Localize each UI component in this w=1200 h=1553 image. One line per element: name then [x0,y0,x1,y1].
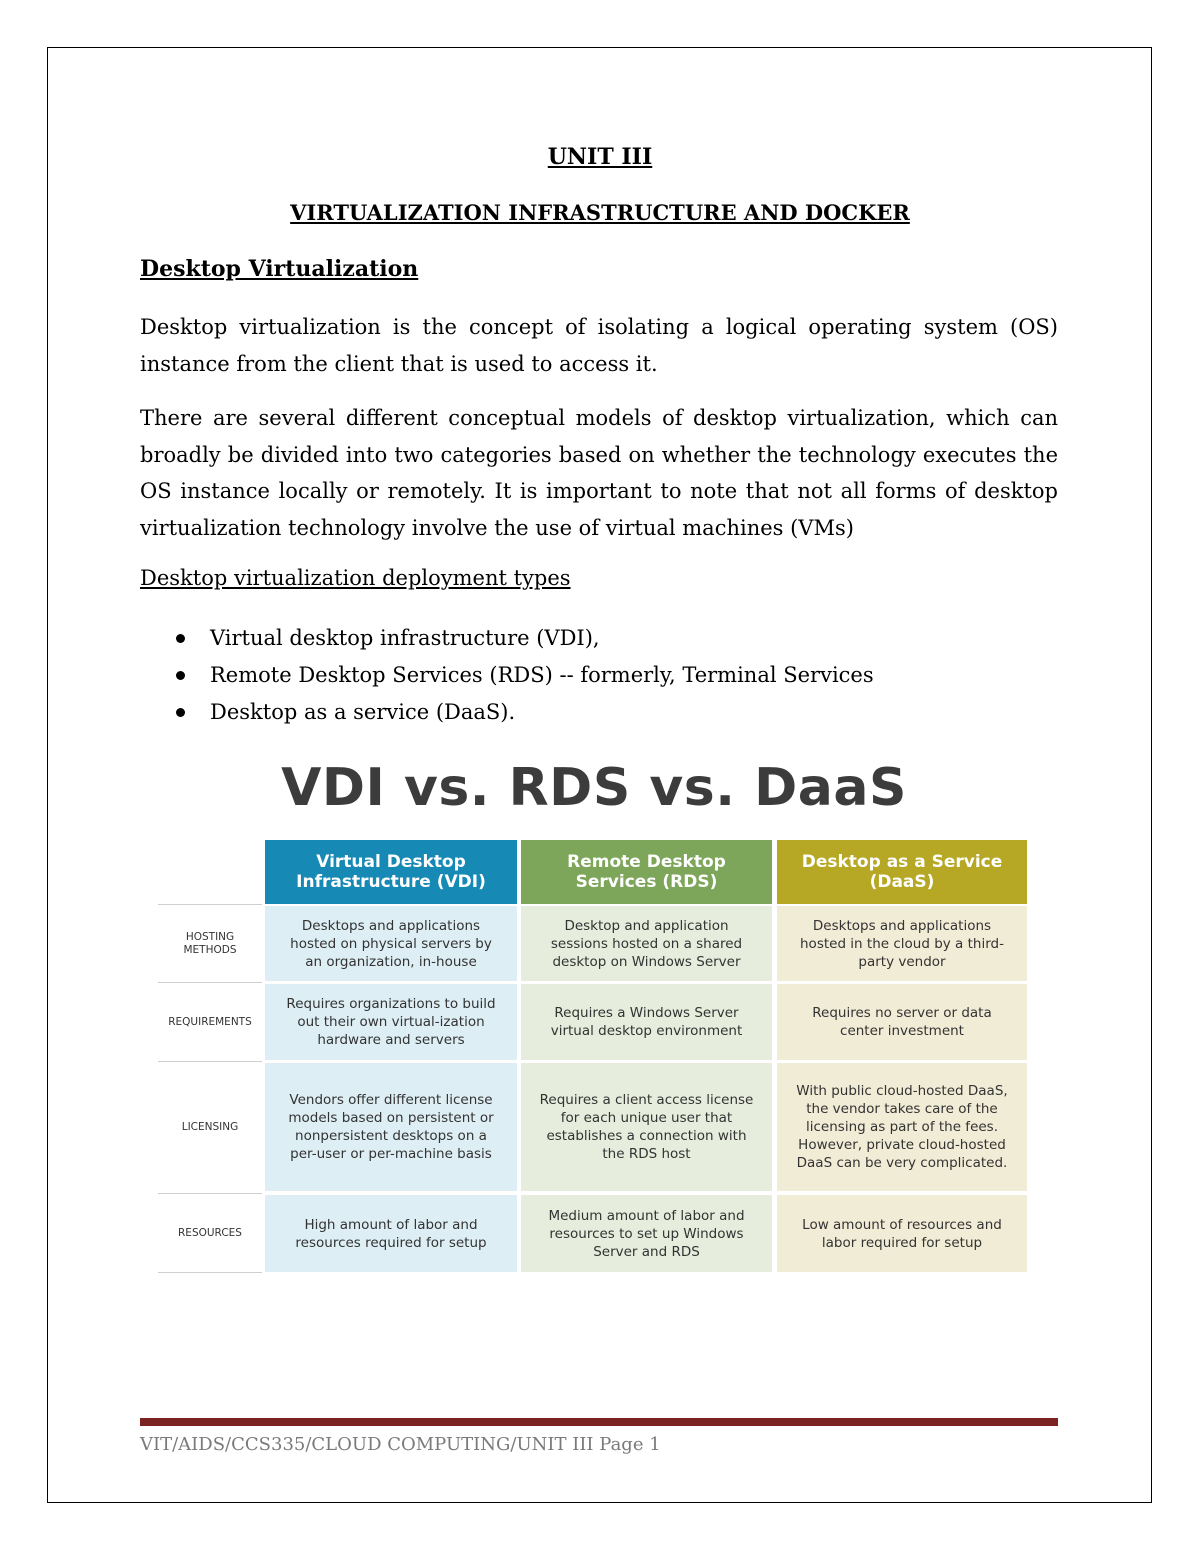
row-label-requirements: REQUIREMENTS [168,1015,252,1028]
row-divider [158,982,262,983]
cell-rds-licensing: Requires a client access license for each unique user that establishes a connection with the RDS host [521,1063,772,1191]
row-label-resources: RESOURCES [178,1227,242,1239]
bullet-icon [176,708,185,717]
cell-daas-hosting: Desktops and applications hosted in the cloud by a third-party vendor [777,906,1027,981]
column-header-vdi: Virtual Desktop Infrastructure (VDI) [265,840,517,904]
section-heading: Desktop Virtualization [140,256,419,282]
list-item [140,694,874,731]
cell-rds-hosting: Desktop and application sessions hosted on a shared desktop on Windows Server [521,906,772,981]
cell-daas-resources: Low amount of resources and labor required for setup [777,1195,1027,1272]
row-label-licensing: LICENSING [181,1120,239,1133]
list-item-text: Desktop as a service (DaaS). [210,700,516,724]
list-item [140,620,874,657]
cell-vdi-resources: High amount of labor and resources required for setup [265,1195,517,1272]
row-divider [158,1272,262,1273]
list-item-text: Virtual desktop infrastructure (VDI), [210,626,600,650]
cell-daas-requirements: Requires no server or data center investment [777,984,1027,1060]
row-divider [158,1193,262,1194]
bullet-icon [176,671,185,680]
bullet-icon [176,634,185,643]
list-item-text: Remote Desktop Services (RDS) -- formerly, Terminal Services [210,663,874,687]
main-title: VIRTUALIZATION INFRASTRUCTURE AND DOCKER [290,200,910,225]
list-item [140,657,874,694]
cell-rds-requirements: Requires a Windows Server virtual desktop environment [521,984,772,1060]
row-label-hosting: HOSTING METHODS [183,930,237,956]
row-divider [158,1061,262,1062]
column-header-daas: Desktop as a Service (DaaS) [777,840,1027,904]
cell-vdi-licensing: Vendors offer different license models based on persistent or nonpersistent desktops on a per-user or per-machine basis [265,1063,517,1191]
comparison-infographic [158,758,1030,1276]
column-header-rds: Remote Desktop Services (RDS) [521,840,772,904]
page-footer: VIT/AIDS/CCS335/CLOUD COMPUTING/UNIT III Page 1 [140,1434,661,1455]
unit-title: UNIT III [547,144,653,170]
footer-rule [140,1418,1058,1426]
cell-daas-licensing: With public cloud-hosted DaaS, the vendor takes care of the licensing as part of the fees. However, private cloud-hosted DaaS can be very complicated. [777,1063,1027,1191]
cell-vdi-requirements: Requires organizations to build out their own virtual-ization hardware and servers [265,984,517,1060]
cell-rds-resources: Medium amount of labor and resources to set up Windows Server and RDS [521,1195,772,1272]
row-divider [158,904,262,905]
deployment-types-list [140,620,874,731]
infographic-title: VDI vs. RDS vs. DaaS [281,758,907,818]
paragraph-definition: Desktop virtualization is the concept of isolating a logical operating system (OS) instance from the client that is used to access it. [140,315,1058,376]
paragraph-models: There are several different conceptual models of desktop virtualization, which can broadly be divided into two categories based on whether the technology executes the OS instance locally or remotely. It is important to note that not all forms of desktop virtualization technology involve the use of virtual machines (VMs) [140,406,1058,540]
cell-vdi-hosting: Desktops and applications hosted on physical servers by an organization, in-house [265,906,517,981]
deployment-types-heading: Desktop virtualization deployment types [140,566,571,590]
